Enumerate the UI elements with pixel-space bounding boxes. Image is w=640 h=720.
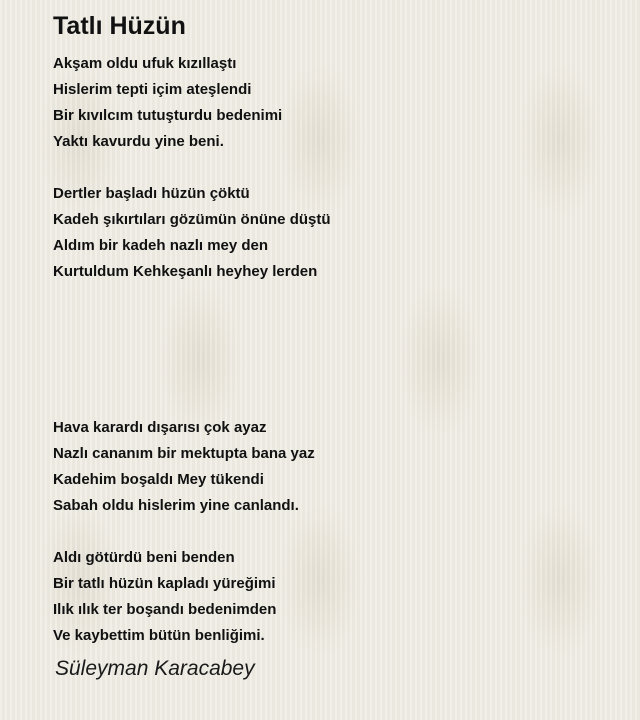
stanza-1 (53, 42, 613, 155)
poem-line: Aldım bir kadeh nazlı mey den (53, 237, 269, 254)
poem-line: Akşam oldu ufuk kızıllaştı (53, 55, 237, 72)
poem-line: Bir kıvılcım tutuşturdu bedenimi (53, 107, 283, 124)
poem-title: Tatlı Hüzün (53, 12, 186, 40)
poem-container (53, 10, 613, 649)
poem-line: Kadeh şıkırtıları gözümün önüne düştü (53, 211, 331, 228)
poem-line: Bir tatlı hüzün kapladı yüreğimi (53, 575, 276, 592)
poem-line: Dertler başladı hüzün çöktü (53, 185, 250, 202)
poem-line: Hava karardı dışarısı çok ayaz (53, 419, 267, 436)
stanza-spacer (53, 155, 613, 181)
poem-author: Süleyman Karacabey (55, 657, 255, 680)
stanza-spacer (53, 519, 613, 545)
poem-line: Kurtuldum Kehkeşanlı heyhey lerden (53, 263, 318, 280)
poem-line: Hislerim tepti içim ateşlendi (53, 81, 252, 98)
poem-line: Yaktı kavurdu yine beni. (53, 133, 224, 150)
poem-line: Ve kaybettim bütün benliğimi. (53, 627, 265, 644)
poem-line: Aldı götürdü beni benden (53, 549, 235, 566)
stanza-2 (53, 181, 613, 285)
poem-line: Sabah oldu hislerim yine canlandı. (53, 497, 299, 514)
poem-line: Nazlı cananım bir mektupta bana yaz (53, 445, 315, 462)
stanza-spacer (53, 285, 613, 415)
stanza-4 (53, 545, 613, 649)
poem-line: Ilık ılık ter boşandı bedenimden (53, 601, 277, 618)
stanza-3 (53, 415, 613, 519)
poem-line: Kadehim boşaldı Mey tükendi (53, 471, 264, 488)
